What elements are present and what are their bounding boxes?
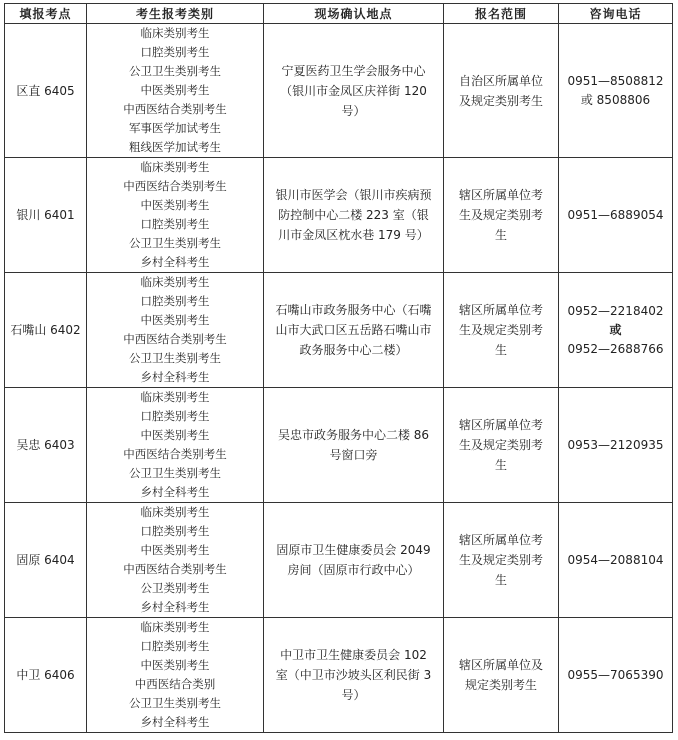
types-cell [87,503,264,618]
type-item: 中西医结合类别考生 [123,102,227,116]
types-cell [87,273,264,388]
site-cell: 银川 6401 [5,158,87,273]
registration-table-wrapper [4,3,672,733]
type-item: 临床类别考生 [140,275,210,289]
scope-cell: 辖区所属单位考生及规定类别考生 [444,273,559,388]
type-item: 中医类别考生 [140,198,210,212]
type-item: 乡村全科考生 [140,255,210,269]
header-phone: 咨询电话 [559,4,673,24]
scope-cell: 辖区所属单位及规定类别考生 [444,618,559,733]
type-item: 公卫卫生类别考生 [129,466,221,480]
types-cell [87,618,264,733]
type-item: 公卫卫生类别考生 [129,696,221,710]
location-cell: 石嘴山市政务服务中心（石嘴山市大武口区五岳路石嘴山市政务服务中心二楼） [264,273,444,388]
type-item: 粗线医学加试考生 [129,140,221,154]
table-row [5,273,673,388]
type-item: 口腔类别考生 [140,639,210,653]
type-item: 中医类别考生 [140,428,210,442]
phone-number: 或 8508806 [580,92,651,107]
type-item: 乡村全科考生 [140,600,210,614]
type-item: 军事医学加试考生 [129,121,221,135]
type-item: 临床类别考生 [140,26,210,40]
type-item: 中医类别考生 [140,543,210,557]
type-item: 乡村全科考生 [140,370,210,384]
type-item: 中西医结合类别考生 [123,179,227,193]
location-cell: 固原市卫生健康委员会 2049 房间（固原市行政中心） [264,503,444,618]
scope-cell: 辖区所属单位考生及规定类别考生 [444,388,559,503]
phone-cell [559,158,673,273]
location-cell: 吴忠市政务服务中心二楼 86 号窗口旁 [264,388,444,503]
type-item: 中西医结合类别考生 [123,562,227,576]
type-item: 乡村全科考生 [140,485,210,499]
table-row [5,618,673,733]
scope-cell: 辖区所属单位考生及规定类别考生 [444,503,559,618]
site-cell: 石嘴山 6402 [5,273,87,388]
header-location: 现场确认地点 [264,4,444,24]
type-item: 临床类别考生 [140,620,210,634]
phone-number: 0954—2088104 [567,552,664,567]
type-item: 公卫卫生类别考生 [129,236,221,250]
type-item: 中西医结合类别 [134,677,216,691]
type-item: 临床类别考生 [140,160,210,174]
type-item: 公卫卫生类别考生 [129,64,221,78]
site-cell: 固原 6404 [5,503,87,618]
phone-cell [559,618,673,733]
header-site: 填报考点 [5,4,87,24]
site-cell: 吴忠 6403 [5,388,87,503]
phone-number: 0955—7065390 [567,667,664,682]
type-item: 口腔类别考生 [140,294,210,308]
phone-number: 0953—2120935 [567,437,664,452]
phone-cell [559,24,673,158]
table-row [5,158,673,273]
phone-cell [559,273,673,388]
phone-number: 0952—2688766 [567,341,664,356]
type-item: 口腔类别考生 [140,217,210,231]
types-cell [87,24,264,158]
header-types: 考生报考类别 [87,4,264,24]
scope-cell: 自治区所属单位及规定类别考生 [444,24,559,158]
type-item: 乡村全科考生 [140,715,210,729]
phone-number: 0952—2218402 [567,303,664,318]
type-item: 公卫类别考生 [140,581,210,595]
type-item: 公卫卫生类别考生 [129,351,221,365]
type-item: 中西医结合类别考生 [123,332,227,346]
type-item: 口腔类别考生 [140,524,210,538]
phone-number: 0951—8508812 [567,73,664,88]
phone-cell [559,503,673,618]
type-item: 口腔类别考生 [140,409,210,423]
type-item: 中医类别考生 [140,83,210,97]
type-item: 临床类别考生 [140,505,210,519]
types-cell [87,158,264,273]
table-row [5,24,673,158]
phone-separator: 或 [609,322,622,337]
table-row [5,388,673,503]
scope-cell: 辖区所属单位考生及规定类别考生 [444,158,559,273]
phone-cell [559,388,673,503]
type-item: 中西医结合类别考生 [123,447,227,461]
type-item: 口腔类别考生 [140,45,210,59]
type-item: 临床类别考生 [140,390,210,404]
types-cell [87,388,264,503]
location-cell: 银川市医学会（银川市疾病预防控制中心二楼 223 室（银川市金凤区枕水巷 179 号） [264,158,444,273]
table-row [5,503,673,618]
type-item: 中医类别考生 [140,313,210,327]
location-cell: 宁夏医药卫生学会服务中心（银川市金凤区庆祥街 120 号） [264,24,444,158]
location-cell: 中卫市卫生健康委员会 102 室（中卫市沙坡头区利民街 3 号） [264,618,444,733]
type-item: 中医类别考生 [140,658,210,672]
phone-number: 0951—6889054 [567,207,664,222]
table-header-row [5,4,673,24]
site-cell: 中卫 6406 [5,618,87,733]
header-scope: 报名范围 [444,4,559,24]
registration-sites-table [4,3,673,733]
site-cell: 区直 6405 [5,24,87,158]
